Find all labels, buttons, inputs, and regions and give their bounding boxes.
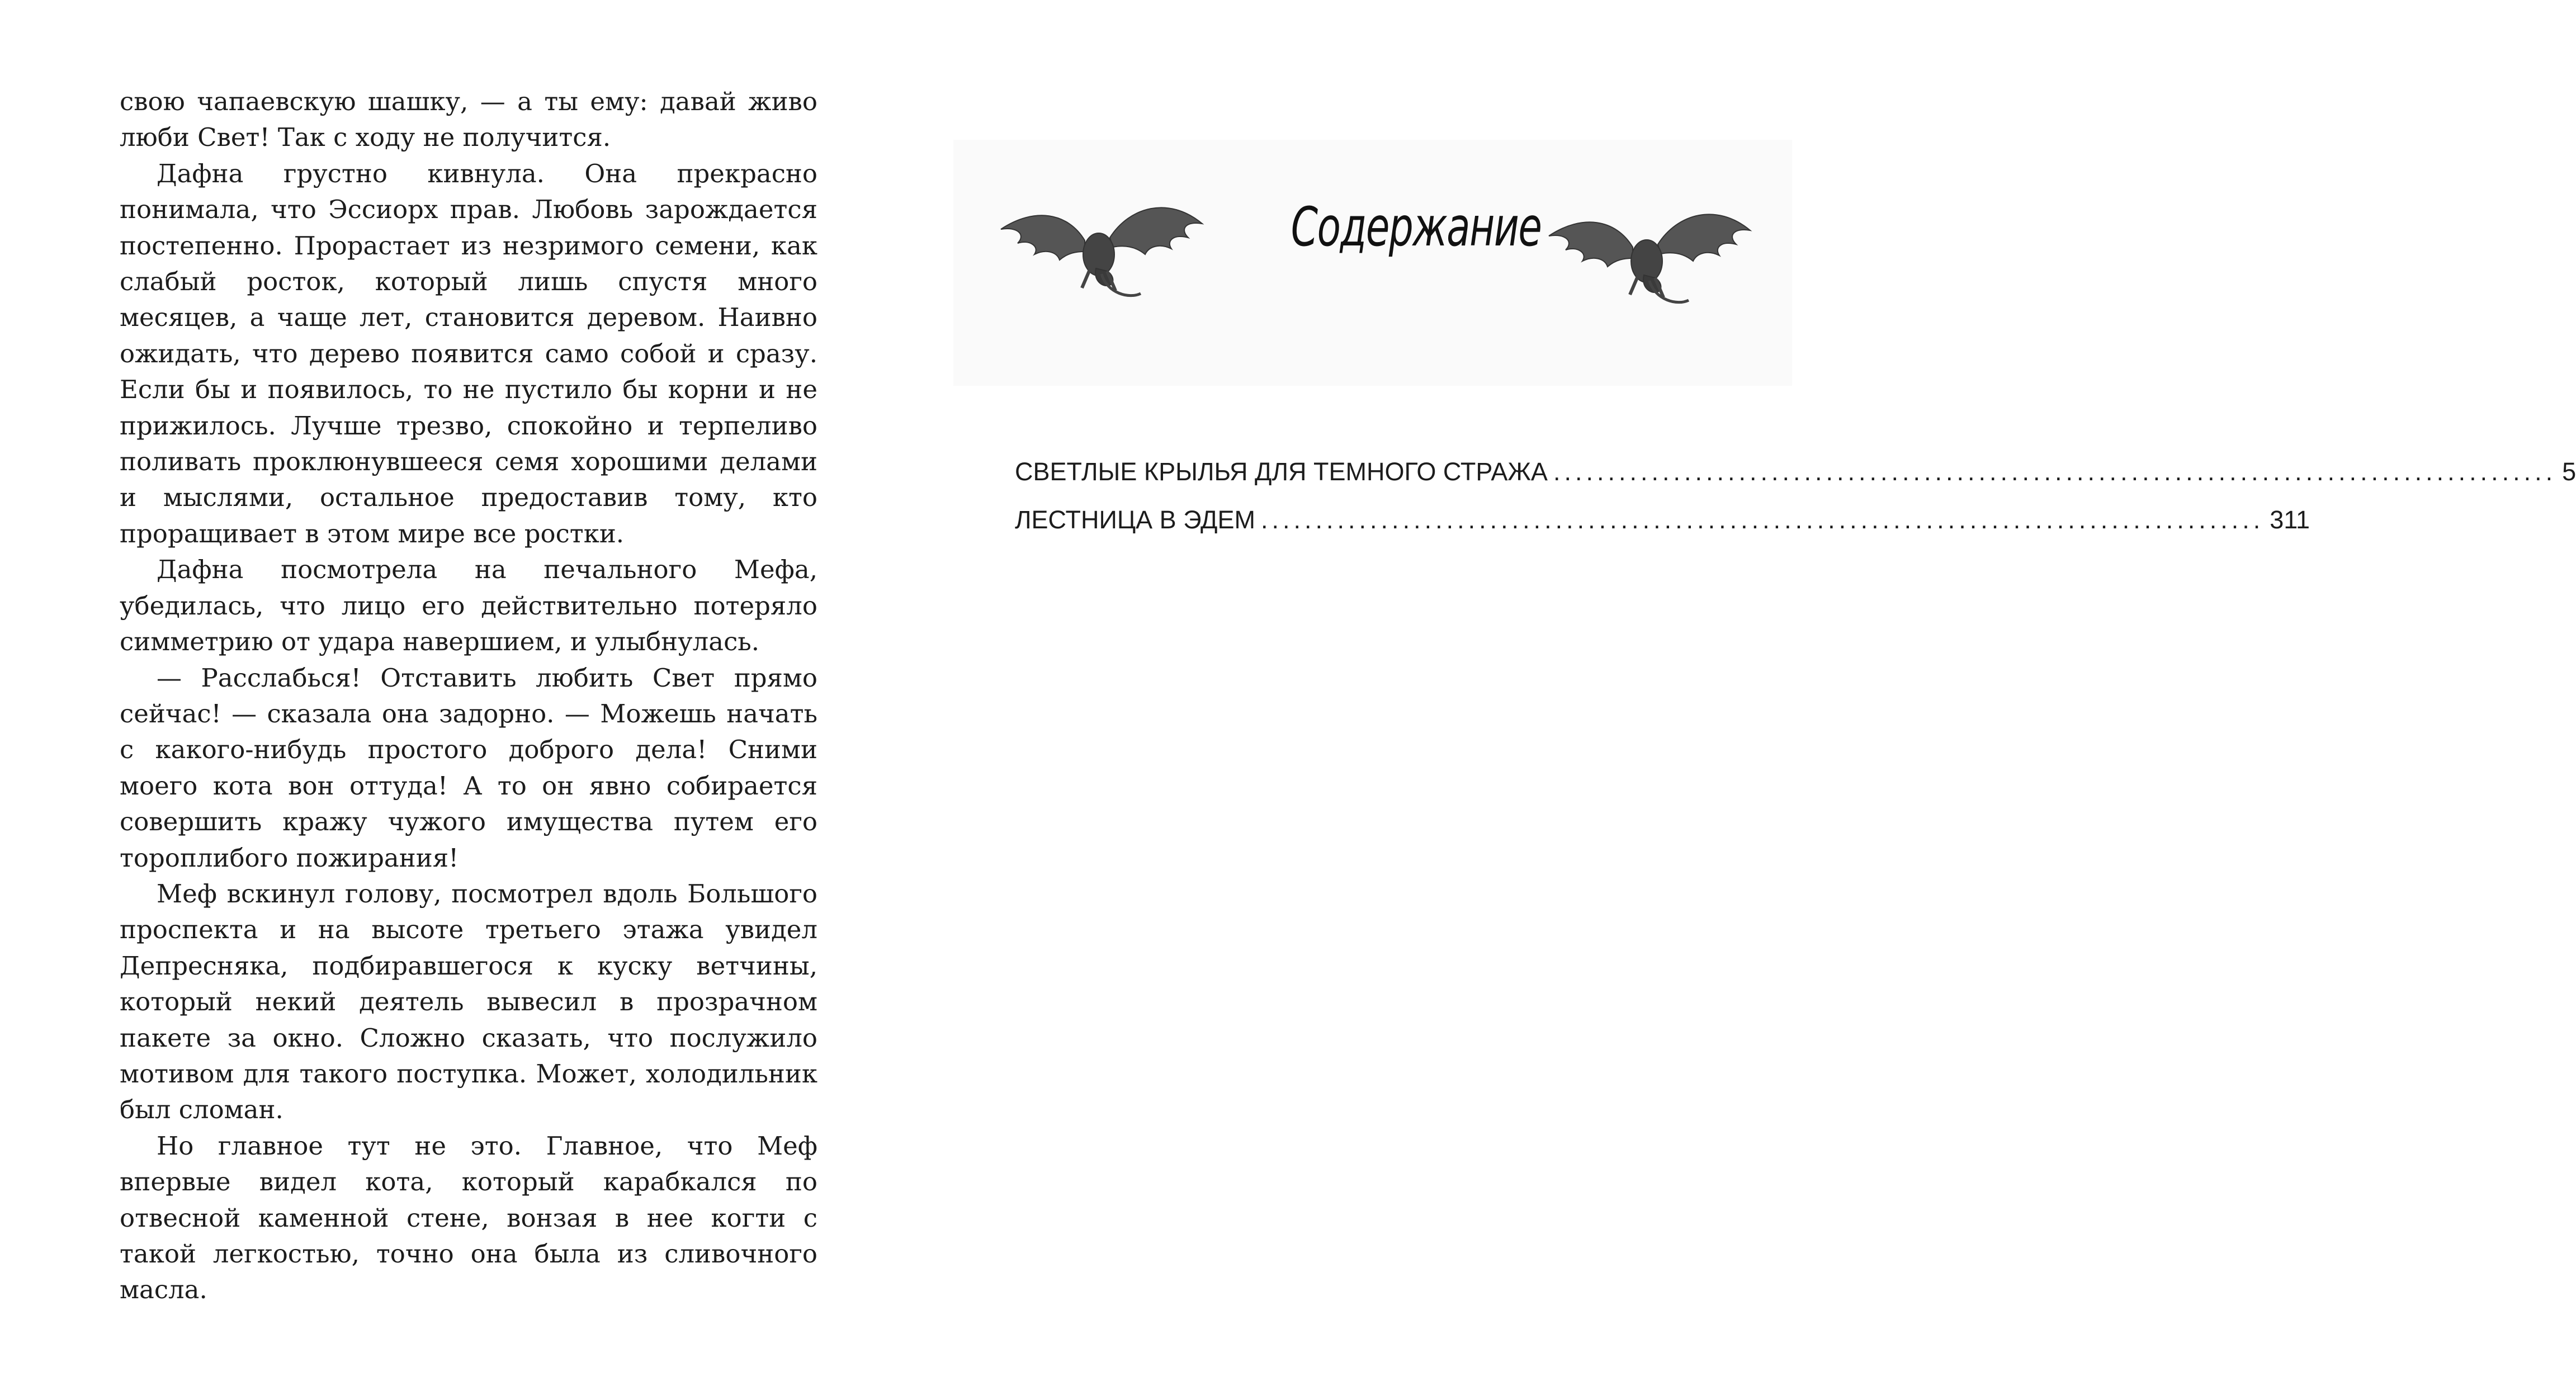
dragon-right-icon — [1543, 197, 1756, 309]
paragraph: — Расслабься! Отставить любить Свет прямо сейчас! — сказала она задорно. — Можешь начать с какого-нибудь простого доброго дела! Сними моего кота вон оттуда! А то он явно собирается совершить кражу чужого имущества путем его тороплибого пожирания! — [120, 663, 817, 873]
toc-leader-dots: ............................................................................................ — [1261, 505, 2265, 534]
toc-entry-title: ЛЕСТНИЦА В ЭДЕМ — [1015, 505, 1256, 534]
toc-leader-dots: ............................................................................................ — [1553, 457, 2557, 486]
toc-entry-title: СВЕТЛЫЕ КРЫЛЬЯ ДЛЯ ТЕМНОГО СТРАЖА — [1015, 457, 1548, 486]
contents-title: Содержание — [1291, 196, 1542, 258]
paragraph: Но главное тут не это. Главное, что Меф впервые видел кота, который карабкался по отвесной каменной стене, вонзая в нее когти с такой легкостью, точно она была из сливочного масла. — [120, 1131, 817, 1305]
paragraph: Дафна посмотрела на печального Мефа, убедилась, что лицо его действительно потеряло симметрию от удара навершием, и улыбнулась. — [120, 555, 817, 657]
paragraph: свою чапаевскую шашку, — а ты ему: давай живо люби Свет! Так с ходу не получится. — [120, 87, 817, 153]
left-page-text — [120, 84, 817, 1308]
paragraph: Меф вскинул голову, посмотрел вдоль Большого проспекта и на высоте третьего этажа увидел Депресняка, подбиравшегося к куску ветчины, который некий деятель вывесил в прозрачном пакете за окно. Сложно сказать, что послужило мотивом для такого поступка. Может, холодильник был сломан. — [120, 878, 817, 1125]
paragraph: Дафна грустно кивнула. Она прекрасно понимала, что Эссиорх прав. Любовь зарождается постепенно. Прорастает из незримого семени, как слабый росток, который лишь спустя много месяцев, а чаще лет, становится деревом. Наивно ожидать, что дерево появится само собой и сразу. Если бы и появилось, то не пустило бы корни и не прижилось. Лучше трезво, спокойно и терпеливо поливать проклюнувшееся семя хорошими делами и мыслями, остальное предоставив тому, кто проращивает в этом мире все ростки. — [120, 158, 817, 548]
toc-entry-page: 5 — [2562, 457, 2576, 486]
toc-entry[interactable] — [1015, 504, 2310, 552]
toc-entry-page: 311 — [2270, 505, 2310, 534]
toc-entry[interactable] — [1015, 456, 2576, 504]
dragon-left-icon — [995, 190, 1208, 302]
table-of-contents — [1015, 456, 2576, 552]
